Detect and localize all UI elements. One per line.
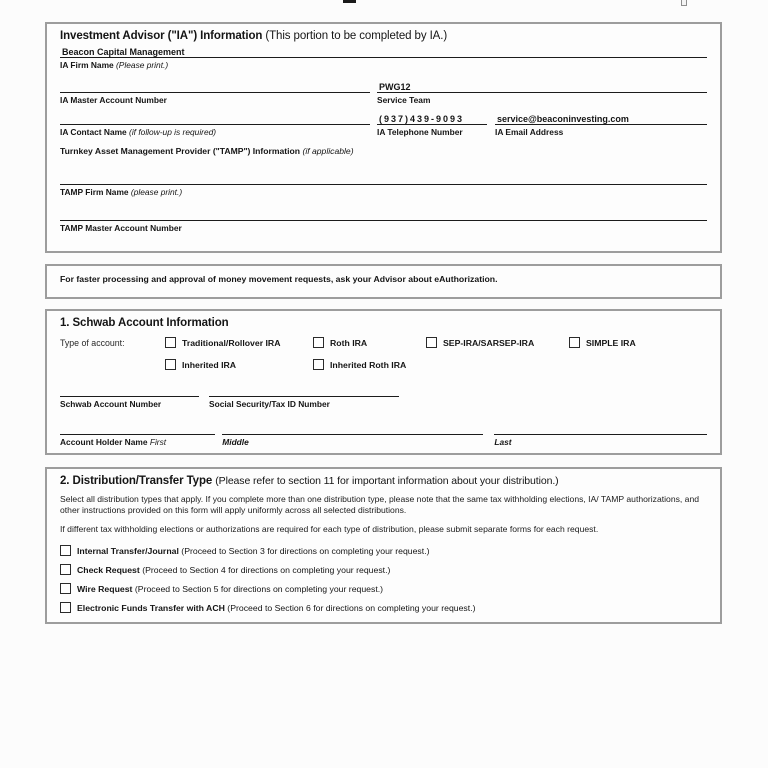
ia-firm-name-field bbox=[60, 46, 707, 70]
tamp-master-account-number-label: TAMP Master Account Number bbox=[60, 223, 182, 233]
account-holder-first-name-field bbox=[60, 423, 215, 447]
tax-id-input[interactable] bbox=[209, 385, 399, 397]
tax-id-field bbox=[209, 385, 399, 409]
service-team-label: Service Team bbox=[377, 95, 431, 105]
ia-master-account-number-field bbox=[60, 81, 370, 105]
tamp-firm-name-hint: (please print.) bbox=[130, 187, 183, 197]
name-middle-label: Middle bbox=[222, 437, 249, 447]
option-wire-request bbox=[60, 583, 707, 595]
internal-transfer-journal-note: (Proceed to Section 3 for directions on completing your request.) bbox=[181, 546, 430, 556]
account-holder-first-name-input[interactable] bbox=[60, 423, 215, 435]
schwab-account-number-field bbox=[60, 385, 199, 409]
option-internal-transfer-journal bbox=[60, 545, 707, 557]
simple-ira-label: SIMPLE IRA bbox=[586, 338, 636, 348]
account-holder-middle-name-input[interactable] bbox=[222, 423, 483, 435]
section1-title: 1. Schwab Account Information bbox=[60, 317, 229, 329]
tamp-heading: Turnkey Asset Management Provider ("TAMP") Information (if applicable) bbox=[60, 146, 354, 156]
account-holder-name-label: Account Holder Name First bbox=[60, 437, 167, 447]
schwab-account-information-section bbox=[45, 309, 722, 455]
tamp-firm-name-label: TAMP Firm Name (please print.) bbox=[60, 187, 183, 197]
section2-title-note: (Please refer to section 11 for important information about your distribution.) bbox=[215, 475, 559, 487]
ia-firm-name-label: IA Firm Name (Please print.) bbox=[60, 60, 169, 70]
inherited-roth-ira-label: Inherited Roth IRA bbox=[330, 360, 407, 370]
inherited-ira-label: Inherited IRA bbox=[182, 360, 237, 370]
option-check-request bbox=[60, 564, 707, 576]
account-holder-last-name-input[interactable] bbox=[494, 423, 707, 435]
checkbox-sep-ira-sarsep-ira[interactable] bbox=[426, 337, 437, 348]
schwab-account-number-label: Schwab Account Number bbox=[60, 399, 162, 409]
cropped-header-fragment bbox=[343, 0, 356, 3]
account-holder-last-name-field bbox=[494, 423, 707, 447]
wire-request-note: (Proceed to Section 5 for directions on completing your request.) bbox=[134, 584, 384, 594]
ia-contact-name-hint: (if follow-up is required) bbox=[129, 127, 217, 137]
tamp-master-account-number-field bbox=[60, 209, 707, 233]
traditional-rollover-ira-label: Traditional/Rollover IRA bbox=[182, 338, 281, 348]
name-last-label: Last bbox=[494, 437, 512, 447]
ia-telephone-input[interactable]: (937)439-9093 bbox=[377, 113, 487, 125]
ia-contact-name-label: IA Contact Name (if follow-up is required) bbox=[60, 127, 217, 137]
ia-email-input[interactable]: service@beaconinvesting.com bbox=[495, 113, 707, 125]
ia-email-label: IA Email Address bbox=[495, 127, 564, 137]
wire-request-label: Wire Request bbox=[77, 584, 133, 594]
check-request-label: Check Request bbox=[77, 565, 140, 575]
account-holder-middle-name-field bbox=[222, 423, 483, 447]
schwab-account-number-input[interactable] bbox=[60, 385, 199, 397]
section2-title-text: 2. Distribution/Transfer Type bbox=[60, 475, 213, 487]
tamp-heading-hint: (if applicable) bbox=[302, 146, 354, 156]
section2-paragraph-2: If different tax withholding elections or authorizations are required for each type of distribution, please submit separate forms for each request. bbox=[60, 524, 599, 534]
ia-firm-name-hint: (Please print.) bbox=[116, 60, 169, 70]
ia-section-title-text: Investment Advisor ("IA") Information bbox=[60, 30, 263, 42]
checkbox-wire-request[interactable] bbox=[60, 583, 71, 594]
ia-section-title-note: (This portion to be completed by IA.) bbox=[265, 30, 448, 42]
eauthorization-notice-box bbox=[45, 264, 722, 299]
ia-contact-name-input[interactable] bbox=[60, 113, 370, 125]
electronic-funds-transfer-ach-label: Electronic Funds Transfer with ACH bbox=[77, 603, 225, 613]
tamp-master-account-number-input[interactable] bbox=[60, 209, 707, 221]
cropped-header-fragment bbox=[681, 0, 687, 6]
service-team-field bbox=[377, 81, 707, 105]
ia-telephone-field bbox=[377, 113, 487, 137]
sep-ira-sarsep-ira-label: SEP-IRA/SARSEP-IRA bbox=[443, 338, 535, 348]
checkbox-electronic-funds-transfer-ach[interactable] bbox=[60, 602, 71, 613]
checkbox-check-request[interactable] bbox=[60, 564, 71, 575]
ia-telephone-label: IA Telephone Number bbox=[377, 127, 463, 137]
tamp-firm-name-field bbox=[60, 173, 707, 197]
ia-firm-name-input[interactable]: Beacon Capital Management bbox=[60, 46, 707, 58]
ia-email-field bbox=[495, 113, 707, 137]
checkbox-traditional-rollover-ira[interactable] bbox=[165, 337, 176, 348]
ia-section-title bbox=[60, 29, 707, 43]
check-request-note: (Proceed to Section 4 for directions on completing your request.) bbox=[142, 565, 391, 575]
checkbox-inherited-ira[interactable] bbox=[165, 359, 176, 370]
checkbox-internal-transfer-journal[interactable] bbox=[60, 545, 71, 556]
option-electronic-funds-transfer-ach bbox=[60, 602, 707, 614]
roth-ira-label: Roth IRA bbox=[330, 338, 368, 348]
checkbox-inherited-roth-ira[interactable] bbox=[313, 359, 324, 370]
internal-transfer-journal-label: Internal Transfer/Journal bbox=[77, 546, 179, 556]
section2-paragraph-1: Select all distribution types that apply. If you complete more than one distribution type, please note that the same tax withholding elections, IA/ TAMP authorizations, and other instructions provided on this form will apply uniformly across all selected distributions. bbox=[60, 494, 700, 515]
checkbox-roth-ira[interactable] bbox=[313, 337, 324, 348]
section2-title bbox=[60, 474, 707, 488]
service-team-input[interactable]: PWG12 bbox=[377, 81, 707, 93]
ia-contact-name-field bbox=[60, 113, 370, 137]
checkbox-simple-ira[interactable] bbox=[569, 337, 580, 348]
ia-master-account-number-label: IA Master Account Number bbox=[60, 95, 167, 105]
eauthorization-notice-text: For faster processing and approval of money movement requests, ask your Advisor about eAuthorization. bbox=[60, 273, 498, 284]
tax-id-label: Social Security/Tax ID Number bbox=[209, 399, 330, 409]
distribution-transfer-type-section bbox=[45, 467, 722, 624]
name-first-label: First bbox=[149, 437, 167, 447]
ia-information-section bbox=[45, 22, 722, 253]
electronic-funds-transfer-ach-note: (Proceed to Section 6 for directions on completing your request.) bbox=[227, 603, 476, 613]
ia-master-account-number-input[interactable] bbox=[60, 81, 370, 93]
type-of-account-label: Type of account: bbox=[60, 338, 125, 348]
tamp-firm-name-input[interactable] bbox=[60, 173, 707, 185]
